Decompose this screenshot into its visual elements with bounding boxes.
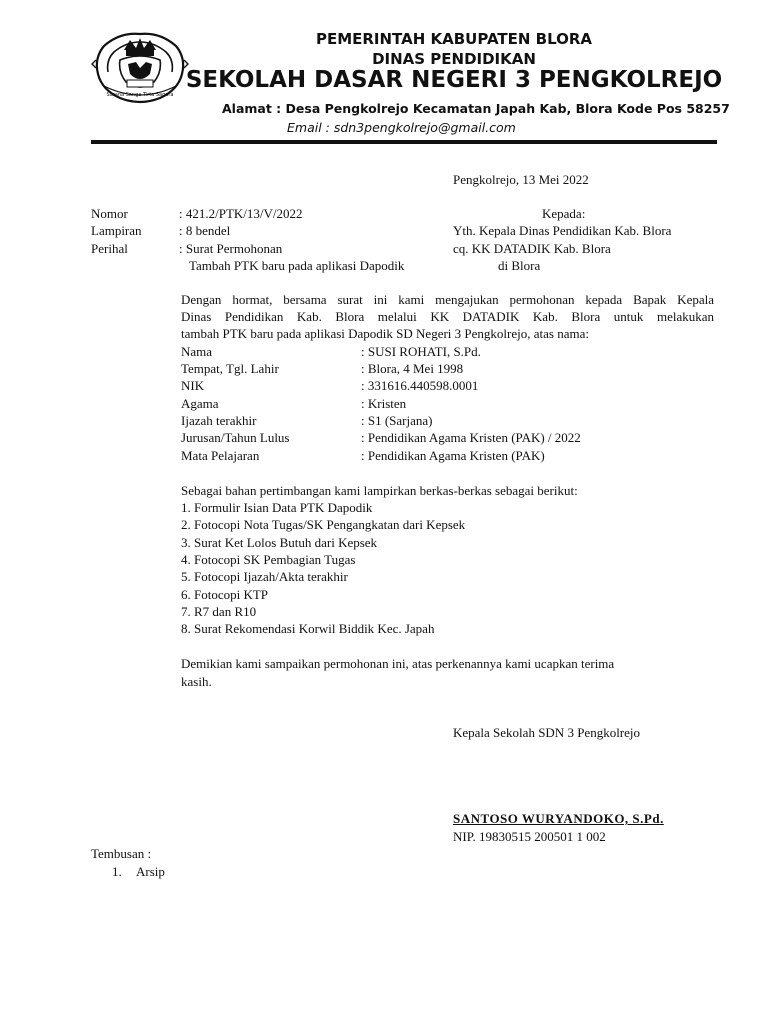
- tembusan-number: 1.: [112, 864, 122, 879]
- detail-label: Tempat, Tgl. Lahir: [181, 361, 279, 376]
- tembusan-label: Tembusan :: [91, 846, 152, 861]
- attachment-item: 8. Surat Rekomendasi Korwil Biddik Kec. Japah: [181, 621, 435, 636]
- lampiran-value: : 8 bendel: [179, 223, 231, 238]
- signatory-name: SANTOSO WURYANDOKO, S.Pd.: [453, 811, 664, 826]
- letterhead-school-name: SEKOLAH DASAR NEGERI 3 PENGKOLREJO: [185, 67, 723, 93]
- closing-line-2: kasih.: [181, 674, 212, 689]
- signatory-nip: NIP. 19830515 200501 1 002: [453, 829, 606, 844]
- detail-value: : 331616.440598.0001: [361, 378, 479, 393]
- opening-line-2: Dinas Pendidikan Kab. Blora melalui KK DATADIK Kab. Blora untuk melakukan: [181, 309, 714, 324]
- recipient-line2: cq. KK DATADIK Kab. Blora: [453, 241, 611, 256]
- closing-line-1: Demikian kami sampaikan permohonan ini, atas perkenannya kami ucapkan terima: [181, 656, 615, 671]
- attachment-item: 1. Formulir Isian Data PTK Dapodik: [181, 500, 373, 515]
- attachment-item: 2. Fotocopi Nota Tugas/SK Pengangkatan dari Kepsek: [181, 517, 466, 532]
- detail-value: : Blora, 4 Mei 1998: [361, 361, 464, 376]
- svg-text:Sarana Sanga Tirta Sagara: Sarana Sanga Tirta Sagara: [106, 92, 174, 98]
- perihal-value: : Surat Permohonan: [179, 241, 283, 256]
- detail-label: NIK: [181, 378, 205, 393]
- detail-value: : Pendidikan Agama Kristen (PAK) / 2022: [361, 430, 581, 445]
- opening-line-3: tambah PTK baru pada aplikasi Dapodik SD Negeri 3 Pengkolrejo, atas nama:: [181, 326, 589, 341]
- letterhead-government: PEMERINTAH KABUPATEN BLORA: [315, 30, 593, 48]
- detail-label: Jurusan/Tahun Lulus: [181, 430, 290, 445]
- letterhead-divider: [91, 140, 717, 144]
- attachment-item: 6. Fotocopi KTP: [181, 587, 269, 602]
- detail-label: Mata Pelajaran: [181, 448, 260, 463]
- perihal-label: Perihal: [91, 241, 128, 256]
- attachments-intro: Sebagai bahan pertimbangan kami lampirkan berkas-berkas sebagai berikut:: [181, 483, 578, 498]
- nomor-label: Nomor: [91, 206, 128, 221]
- letterhead-department: DINAS PENDIDIKAN: [372, 50, 536, 68]
- detail-value: : S1 (Sarjana): [361, 413, 433, 428]
- detail-value: : SUSI ROHATI, S.Pd.: [361, 344, 481, 359]
- nomor-value: : 421.2/PTK/13/V/2022: [179, 206, 303, 221]
- attachment-item: 4. Fotocopi SK Pembagian Tugas: [181, 552, 356, 567]
- attachment-item: 5. Fotocopi Ijazah/Akta terakhir: [181, 569, 348, 584]
- detail-value: : Pendidikan Agama Kristen (PAK): [361, 448, 545, 463]
- letterhead-address: Alamat : Desa Pengkolrejo Kecamatan Japah Kab, Blora Kode Pos 58257: [222, 101, 730, 116]
- lampiran-label: Lampiran: [91, 223, 142, 238]
- recipient-line1: Yth. Kepala Dinas Pendidikan Kab. Blora: [453, 223, 672, 238]
- letterhead-email: Email : sdn3pengkolrejo@gmail.com: [287, 120, 516, 135]
- detail-label: Agama: [181, 396, 219, 411]
- detail-label: Ijazah terakhir: [181, 413, 257, 428]
- perihal-value-line2: Tambah PTK baru pada aplikasi Dapodik: [189, 258, 405, 273]
- signatory-title: Kepala Sekolah SDN 3 Pengkolrejo: [453, 725, 641, 740]
- opening-line-1: Dengan hormat, bersama surat ini kami mengajukan permohonan kepada Bapak Kepala: [181, 292, 714, 307]
- recipient-line3: di Blora: [498, 258, 541, 273]
- detail-value: : Kristen: [361, 396, 407, 411]
- recipient-kepada: Kepada:: [542, 206, 586, 221]
- attachment-item: 7. R7 dan R10: [181, 604, 257, 619]
- date-place: Pengkolrejo, 13 Mei 2022: [453, 172, 589, 187]
- tembusan-item: Arsip: [136, 864, 165, 879]
- attachment-item: 3. Surat Ket Lolos Butuh dari Kepsek: [181, 535, 378, 550]
- detail-label: Nama: [181, 344, 213, 359]
